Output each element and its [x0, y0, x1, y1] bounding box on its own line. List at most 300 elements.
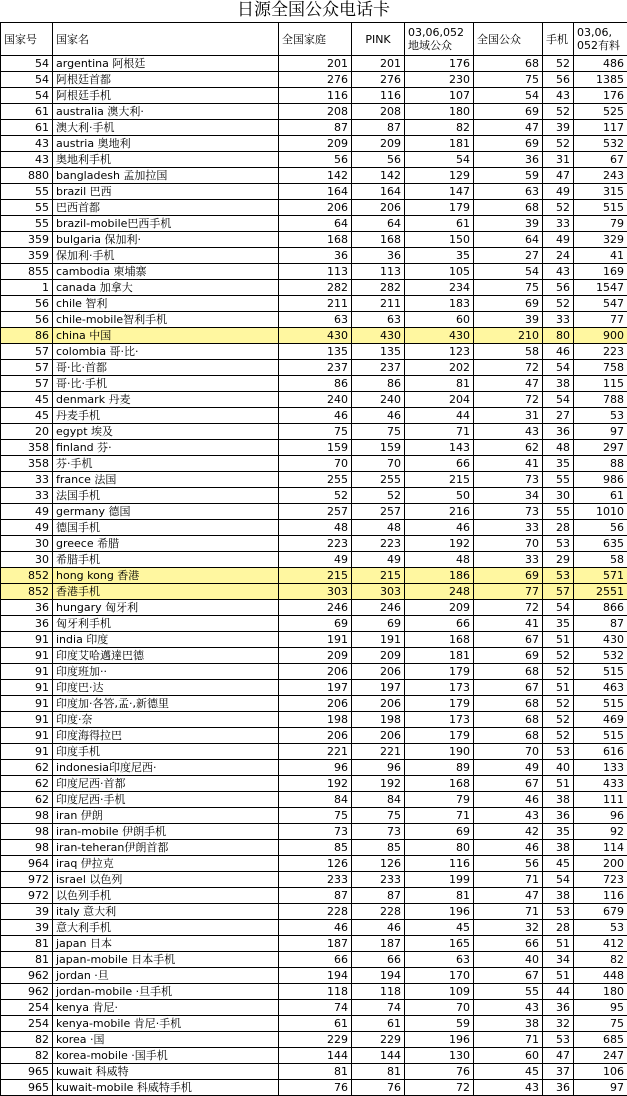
cell-code: 57 [1, 376, 53, 392]
cell-home: 113 [279, 264, 352, 280]
cell-pink: 192 [352, 776, 405, 792]
cell-country: korea-mobile ·国手机 [53, 1048, 279, 1064]
cell-code: 20 [1, 424, 53, 440]
cell-mobile: 36 [543, 1080, 574, 1096]
cell-paid: 723 [574, 872, 627, 888]
cell-regional: 165 [405, 936, 474, 952]
cell-paid: 515 [574, 664, 627, 680]
cell-pink: 221 [352, 744, 405, 760]
cell-country: 阿根廷首都 [53, 72, 279, 88]
cell-mobile: 37 [543, 1064, 574, 1080]
cell-pink: 168 [352, 232, 405, 248]
cell-public: 68 [474, 664, 543, 680]
cell-mobile: 80 [543, 328, 574, 344]
cell-country: 阿根廷手机 [53, 88, 279, 104]
cell-home: 201 [279, 56, 352, 72]
cell-home: 56 [279, 152, 352, 168]
cell-regional: 192 [405, 536, 474, 552]
cell-paid: 679 [574, 904, 627, 920]
cell-mobile: 53 [543, 744, 574, 760]
col-header-regional: 03,06,052 地域公众 [405, 23, 474, 56]
cell-public: 69 [474, 648, 543, 664]
table-row [1, 136, 627, 152]
cell-home: 192 [279, 776, 352, 792]
cell-regional: 107 [405, 88, 474, 104]
cell-pink: 36 [352, 248, 405, 264]
cell-regional: 81 [405, 888, 474, 904]
cell-public: 68 [474, 200, 543, 216]
cell-country: 印度艾哈邁達巴德 [53, 648, 279, 664]
cell-paid: 56 [574, 520, 627, 536]
cell-home: 73 [279, 824, 352, 840]
cell-regional: 54 [405, 152, 474, 168]
cell-code: 61 [1, 120, 53, 136]
cell-public: 67 [474, 968, 543, 984]
cell-regional: 69 [405, 824, 474, 840]
cell-code: 62 [1, 760, 53, 776]
table-row [1, 1000, 627, 1016]
table-row [1, 1048, 627, 1064]
cell-regional: 179 [405, 664, 474, 680]
cell-country: colombia 哥·比· [53, 344, 279, 360]
cell-mobile: 52 [543, 664, 574, 680]
cell-public: 33 [474, 520, 543, 536]
cell-paid: 176 [574, 88, 627, 104]
table-row [1, 88, 627, 104]
cell-code: 36 [1, 616, 53, 632]
cell-public: 45 [474, 1064, 543, 1080]
cell-paid: 515 [574, 728, 627, 744]
cell-paid: 1547 [574, 280, 627, 296]
cell-public: 56 [474, 856, 543, 872]
cell-country: 香港手机 [53, 584, 279, 600]
cell-country: 巴西首都 [53, 200, 279, 216]
cell-home: 36 [279, 248, 352, 264]
cell-country: jordan ·旦 [53, 968, 279, 984]
cell-public: 54 [474, 88, 543, 104]
cell-code: 91 [1, 664, 53, 680]
cell-home: 96 [279, 760, 352, 776]
cell-country: 印度手机 [53, 744, 279, 760]
cell-mobile: 44 [543, 984, 574, 1000]
cell-country: chile 智利 [53, 296, 279, 312]
table-row [1, 328, 627, 344]
cell-home: 81 [279, 1064, 352, 1080]
cell-mobile: 43 [543, 88, 574, 104]
cell-code: 33 [1, 488, 53, 504]
cell-home: 168 [279, 232, 352, 248]
cell-public: 32 [474, 920, 543, 936]
cell-code: 49 [1, 504, 53, 520]
cell-public: 70 [474, 744, 543, 760]
cell-country: 印度海得拉巴 [53, 728, 279, 744]
cell-regional: 105 [405, 264, 474, 280]
cell-paid: 53 [574, 408, 627, 424]
cell-country: 印度班加·· [53, 664, 279, 680]
cell-public: 46 [474, 840, 543, 856]
cell-regional: 44 [405, 408, 474, 424]
cell-paid: 169 [574, 264, 627, 280]
cell-home: 135 [279, 344, 352, 360]
cell-paid: 486 [574, 56, 627, 72]
cell-public: 68 [474, 696, 543, 712]
cell-home: 240 [279, 392, 352, 408]
cell-home: 69 [279, 616, 352, 632]
cell-public: 43 [474, 808, 543, 824]
table-row [1, 152, 627, 168]
cell-paid: 97 [574, 1080, 627, 1096]
cell-regional: 179 [405, 696, 474, 712]
table-row [1, 232, 627, 248]
cell-regional: 81 [405, 376, 474, 392]
table-row [1, 296, 627, 312]
cell-pink: 74 [352, 1000, 405, 1016]
cell-code: 358 [1, 456, 53, 472]
cell-paid: 986 [574, 472, 627, 488]
cell-code: 359 [1, 248, 53, 264]
table-row [1, 904, 627, 920]
cell-regional: 109 [405, 984, 474, 1000]
cell-mobile: 30 [543, 488, 574, 504]
cell-paid: 329 [574, 232, 627, 248]
cell-pink: 215 [352, 568, 405, 584]
cell-mobile: 53 [543, 1032, 574, 1048]
cell-public: 60 [474, 1048, 543, 1064]
cell-paid: 315 [574, 184, 627, 200]
cell-pink: 211 [352, 296, 405, 312]
cell-public: 66 [474, 936, 543, 952]
cell-regional: 59 [405, 1016, 474, 1032]
cell-pink: 63 [352, 312, 405, 328]
cell-home: 126 [279, 856, 352, 872]
cell-home: 197 [279, 680, 352, 696]
cell-home: 221 [279, 744, 352, 760]
table-row [1, 520, 627, 536]
cell-paid: 515 [574, 200, 627, 216]
cell-country: 德国手机 [53, 520, 279, 536]
cell-public: 68 [474, 56, 543, 72]
cell-regional: 76 [405, 1064, 474, 1080]
table-row [1, 856, 627, 872]
cell-paid: 58 [574, 552, 627, 568]
table-row [1, 952, 627, 968]
cell-paid: 97 [574, 424, 627, 440]
cell-mobile: 34 [543, 952, 574, 968]
table-row [1, 568, 627, 584]
col-header-mobile: 手机 [543, 23, 574, 56]
cell-pink: 85 [352, 840, 405, 856]
cell-regional: 80 [405, 840, 474, 856]
table-row [1, 760, 627, 776]
cell-public: 68 [474, 728, 543, 744]
cell-mobile: 52 [543, 296, 574, 312]
table-row [1, 872, 627, 888]
cell-code: 36 [1, 600, 53, 616]
cell-paid: 111 [574, 792, 627, 808]
table-row [1, 392, 627, 408]
cell-country: 芬·手机 [53, 456, 279, 472]
cell-country: finland 芬· [53, 440, 279, 456]
cell-regional: 190 [405, 744, 474, 760]
cell-public: 49 [474, 760, 543, 776]
cell-mobile: 56 [543, 280, 574, 296]
cell-pink: 228 [352, 904, 405, 920]
cell-pink: 201 [352, 56, 405, 72]
cell-home: 246 [279, 600, 352, 616]
cell-paid: 115 [574, 376, 627, 392]
cell-code: 852 [1, 584, 53, 600]
col-header-home: 全国家庭 [279, 23, 352, 56]
cell-code: 55 [1, 184, 53, 200]
cell-pink: 164 [352, 184, 405, 200]
cell-paid: 532 [574, 136, 627, 152]
cell-mobile: 38 [543, 792, 574, 808]
cell-mobile: 33 [543, 312, 574, 328]
table-row [1, 200, 627, 216]
cell-public: 43 [474, 1000, 543, 1016]
cell-mobile: 52 [543, 712, 574, 728]
cell-country: argentina 阿根廷 [53, 56, 279, 72]
cell-public: 71 [474, 1032, 543, 1048]
cell-mobile: 53 [543, 568, 574, 584]
header-row [1, 23, 627, 56]
cell-home: 206 [279, 696, 352, 712]
cell-public: 67 [474, 776, 543, 792]
cell-regional: 123 [405, 344, 474, 360]
cell-home: 159 [279, 440, 352, 456]
cell-home: 430 [279, 328, 352, 344]
cell-regional: 199 [405, 872, 474, 888]
cell-pink: 142 [352, 168, 405, 184]
cell-pink: 73 [352, 824, 405, 840]
cell-home: 303 [279, 584, 352, 600]
cell-mobile: 28 [543, 920, 574, 936]
cell-pink: 206 [352, 728, 405, 744]
cell-mobile: 56 [543, 72, 574, 88]
cell-code: 43 [1, 136, 53, 152]
cell-regional: 150 [405, 232, 474, 248]
cell-regional: 48 [405, 552, 474, 568]
cell-home: 75 [279, 808, 352, 824]
cell-public: 40 [474, 952, 543, 968]
cell-code: 39 [1, 904, 53, 920]
cell-mobile: 52 [543, 136, 574, 152]
cell-code: 962 [1, 968, 53, 984]
cell-code: 964 [1, 856, 53, 872]
table-row [1, 920, 627, 936]
cell-pink: 75 [352, 808, 405, 824]
cell-regional: 215 [405, 472, 474, 488]
cell-home: 66 [279, 952, 352, 968]
cell-regional: 143 [405, 440, 474, 456]
cell-mobile: 52 [543, 56, 574, 72]
cell-mobile: 32 [543, 1016, 574, 1032]
table-row [1, 936, 627, 952]
col-header-code: 国家号 [1, 23, 53, 56]
cell-country: 希腊手机 [53, 552, 279, 568]
cell-pink: 206 [352, 200, 405, 216]
cell-regional: 46 [405, 520, 474, 536]
cell-mobile: 46 [543, 344, 574, 360]
cell-country: 保加利·手机 [53, 248, 279, 264]
cell-pink: 229 [352, 1032, 405, 1048]
cell-mobile: 45 [543, 856, 574, 872]
table-row [1, 440, 627, 456]
cell-pink: 56 [352, 152, 405, 168]
cell-regional: 60 [405, 312, 474, 328]
cell-paid: 463 [574, 680, 627, 696]
cell-regional: 183 [405, 296, 474, 312]
cell-regional: 181 [405, 136, 474, 152]
cell-country: india 印度 [53, 632, 279, 648]
cell-mobile: 52 [543, 728, 574, 744]
cell-code: 98 [1, 840, 53, 856]
cell-paid: 532 [574, 648, 627, 664]
table-row [1, 504, 627, 520]
cell-country: france 法国 [53, 472, 279, 488]
cell-code: 972 [1, 872, 53, 888]
cell-code: 86 [1, 328, 53, 344]
cell-home: 63 [279, 312, 352, 328]
cell-home: 49 [279, 552, 352, 568]
cell-country: cambodia 柬埔寨 [53, 264, 279, 280]
table-row [1, 216, 627, 232]
cell-code: 91 [1, 680, 53, 696]
cell-pink: 116 [352, 88, 405, 104]
col-header-public: 全国公众 [474, 23, 543, 56]
cell-paid: 866 [574, 600, 627, 616]
cell-public: 64 [474, 232, 543, 248]
cell-country: italy 意大利 [53, 904, 279, 920]
table-row [1, 1032, 627, 1048]
table-row [1, 360, 627, 376]
cell-code: 855 [1, 264, 53, 280]
cell-mobile: 54 [543, 392, 574, 408]
cell-home: 144 [279, 1048, 352, 1064]
cell-mobile: 54 [543, 872, 574, 888]
cell-pink: 135 [352, 344, 405, 360]
cell-regional: 170 [405, 968, 474, 984]
cell-code: 56 [1, 296, 53, 312]
cell-paid: 79 [574, 216, 627, 232]
cell-country: 法国手机 [53, 488, 279, 504]
cell-paid: 96 [574, 808, 627, 824]
cell-public: 73 [474, 504, 543, 520]
cell-paid: 412 [574, 936, 627, 952]
cell-paid: 77 [574, 312, 627, 328]
cell-public: 41 [474, 456, 543, 472]
table-row [1, 664, 627, 680]
cell-home: 46 [279, 920, 352, 936]
cell-paid: 433 [574, 776, 627, 792]
cell-country: 印度加·各答,孟·,新德里 [53, 696, 279, 712]
cell-public: 59 [474, 168, 543, 184]
col-header-pink: PINK [352, 23, 405, 56]
cell-mobile: 53 [543, 536, 574, 552]
cell-public: 46 [474, 792, 543, 808]
cell-home: 84 [279, 792, 352, 808]
cell-regional: 204 [405, 392, 474, 408]
cell-code: 30 [1, 552, 53, 568]
cell-mobile: 53 [543, 904, 574, 920]
cell-country: china 中国 [53, 328, 279, 344]
cell-home: 191 [279, 632, 352, 648]
cell-mobile: 29 [543, 552, 574, 568]
table-body [1, 56, 627, 1096]
cell-home: 276 [279, 72, 352, 88]
cell-public: 41 [474, 616, 543, 632]
cell-regional: 72 [405, 1080, 474, 1096]
cell-regional: 202 [405, 360, 474, 376]
cell-home: 206 [279, 728, 352, 744]
cell-code: 91 [1, 696, 53, 712]
cell-pink: 430 [352, 328, 405, 344]
cell-paid: 571 [574, 568, 627, 584]
cell-home: 46 [279, 408, 352, 424]
cell-pink: 66 [352, 952, 405, 968]
table-row [1, 696, 627, 712]
table-row [1, 456, 627, 472]
cell-regional: 71 [405, 424, 474, 440]
cell-mobile: 57 [543, 584, 574, 600]
cell-code: 852 [1, 568, 53, 584]
cell-pink: 191 [352, 632, 405, 648]
cell-public: 54 [474, 264, 543, 280]
cell-public: 55 [474, 984, 543, 1000]
cell-home: 52 [279, 488, 352, 504]
cell-country: kuwait-mobile 科威特手机 [53, 1080, 279, 1096]
cell-mobile: 47 [543, 1048, 574, 1064]
cell-paid: 53 [574, 920, 627, 936]
cell-regional: 180 [405, 104, 474, 120]
cell-country: 澳大利·手机 [53, 120, 279, 136]
cell-home: 87 [279, 120, 352, 136]
cell-public: 69 [474, 136, 543, 152]
table-row [1, 840, 627, 856]
cell-mobile: 55 [543, 472, 574, 488]
cell-paid: 448 [574, 968, 627, 984]
cell-public: 34 [474, 488, 543, 504]
cell-public: 75 [474, 72, 543, 88]
cell-public: 210 [474, 328, 543, 344]
cell-public: 47 [474, 120, 543, 136]
cell-paid: 616 [574, 744, 627, 760]
cell-regional: 82 [405, 120, 474, 136]
table-row [1, 792, 627, 808]
cell-country: 哥·比·手机 [53, 376, 279, 392]
cell-paid: 515 [574, 696, 627, 712]
cell-pink: 126 [352, 856, 405, 872]
table-row [1, 344, 627, 360]
cell-code: 965 [1, 1080, 53, 1096]
table-row [1, 264, 627, 280]
cell-code: 91 [1, 744, 53, 760]
cell-public: 42 [474, 824, 543, 840]
table-row [1, 168, 627, 184]
cell-public: 58 [474, 344, 543, 360]
cell-home: 229 [279, 1032, 352, 1048]
cell-code: 972 [1, 888, 53, 904]
table-row [1, 536, 627, 552]
cell-mobile: 38 [543, 376, 574, 392]
cell-country: 印度·奈 [53, 712, 279, 728]
table-row [1, 824, 627, 840]
cell-mobile: 38 [543, 888, 574, 904]
cell-public: 77 [474, 584, 543, 600]
cell-pink: 84 [352, 792, 405, 808]
cell-code: 91 [1, 728, 53, 744]
cell-mobile: 55 [543, 504, 574, 520]
